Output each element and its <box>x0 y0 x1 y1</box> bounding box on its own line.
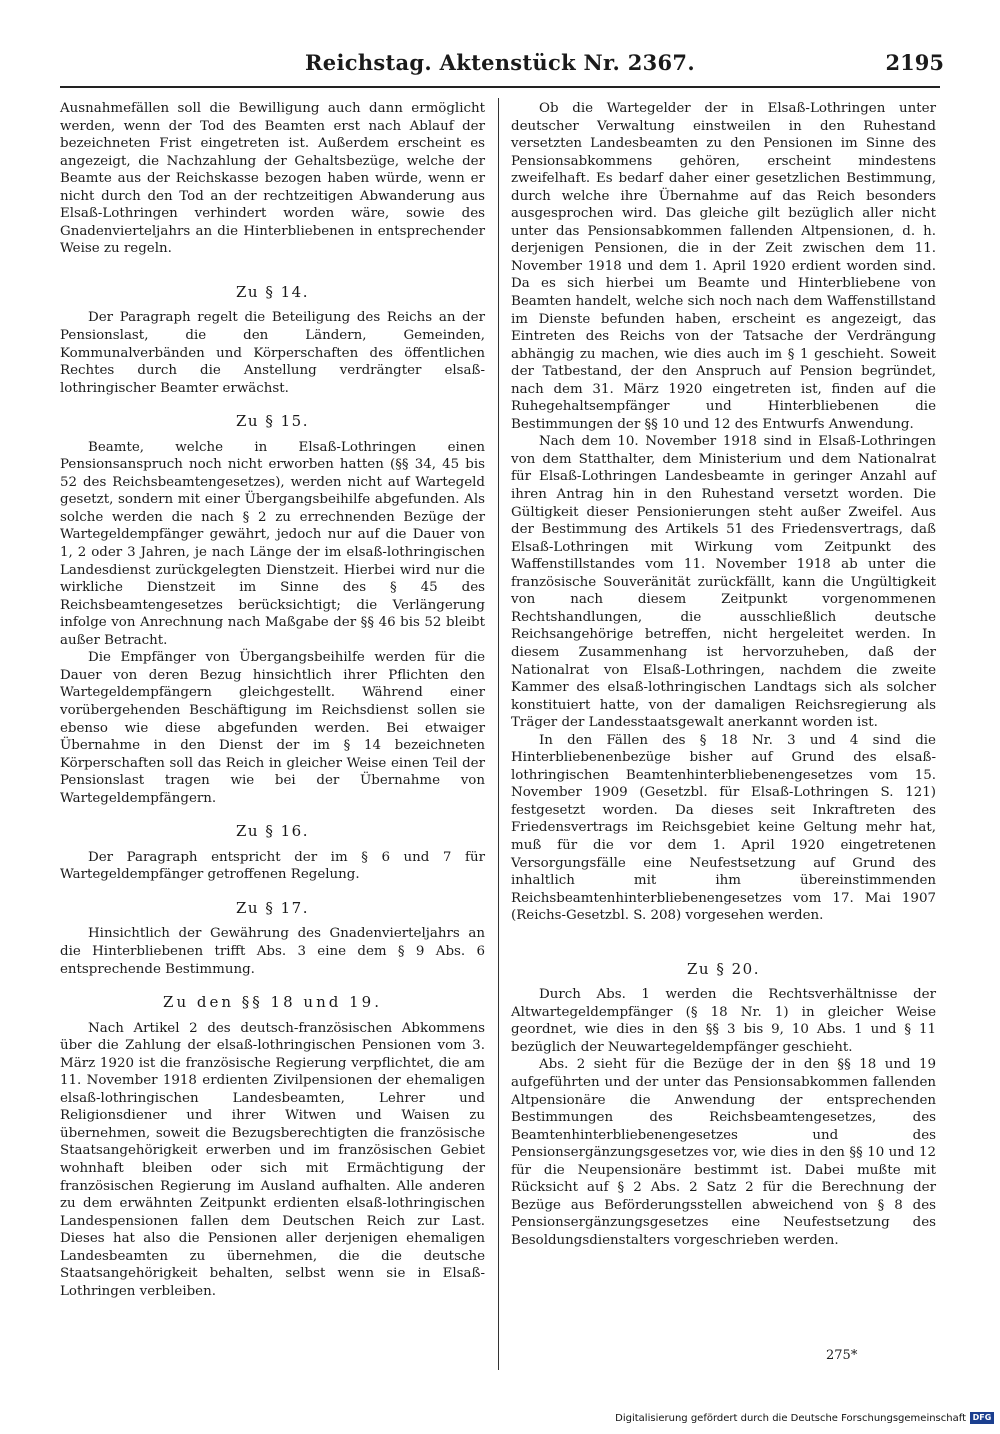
section-heading-18-19: Zu den §§ 18 und 19. <box>163 993 382 1012</box>
header-rule <box>60 86 940 88</box>
paragraph: Abs. 2 sieht für die Bezüge der in den §§ 18 und 19 aufgeführten und der unter das Pensionsabkommen fallenden Altpensionäre die Anwendung der entsprechenden Bestimmungen des Reichsbeamtengesetzes, des Beamtenhinterbliebenengesetzes und des Pensionsergänzungsgesetzes vor, wie dies in den §§ 10 und 12 für die Neupensionäre bestimmt ist. Dabei mußte mit Rücksicht auf § 2 Abs. 2 Satz 2 für die Berechnung der Bezüge aus Beförderungsstellen abweichend von § 8 des Pensionsergänzungsgesetzes eine Neufestsetzung des Besoldungsdienstalters vorgeschrieben werden. <box>511 1057 936 1248</box>
section-heading-14: Zu § 14. <box>236 282 309 301</box>
column-divider <box>498 98 499 1370</box>
paragraph: Die Empfänger von Übergangsbeihilfe werden für die Dauer von deren Bezug hinsichtlich ihrer Pflichten den Wartegeldempfängern gleichgestellt. Während einer vorübergehenden Beschäftigung im Reichsdienst sollen sie ebenso wie diese abgefunden werden. Bei etwaiger Übernahme in den Dienst der im § 14 bezeichneten Körperschaften soll das Reich in gleicher Weise einen Teil der Pensionslast tragen wie bei der Übernahme von Wartegeldempfängern. <box>60 650 485 806</box>
section-heading-20: Zu § 20. <box>687 959 760 978</box>
page-title: Reichstag. Aktenstück Nr. 2367. <box>305 50 695 75</box>
right-column <box>511 100 936 1249</box>
paragraph: Beamte, welche in Elsaß-Lothringen einen Pensionsanspruch noch nicht erworben hatten (§§ 34, 45 bis 52 des Reichsbeamtengesetzes), werden nicht auf Wartegeld gesetzt, sondern mit einer Übergangsbeihilfe abgefunden. Als solche werden die nach § 2 zu errechnenden Bezüge der Wartegeldempfänger gewährt, jedoch nur auf die Dauer von 1, 2 oder 3 Jahren, je nach Länge der im elsaß-lothringischen Landesdienst zurückgelegten Dienstzeit. Hierbei wird nur die wirkliche Dienstzeit im Sinne des § 45 des Reichsbeamtengesetzes berücksichtigt; die Verlängerung infolge von Anrechnung nach Maßgabe der §§ 46 bis 52 bleibt außer Betracht. <box>60 439 485 648</box>
section-heading-15: Zu § 15. <box>236 412 309 431</box>
paragraph: Der Paragraph regelt die Beteiligung des Reichs an der Pensionslast, die den Ländern, Gemeinden, Kommunalverbänden und Körperschaften des öffentlichen Rechtes durch die Anstellung verdrängter elsaß-lothringischer Beamter erwächst. <box>60 310 485 396</box>
paragraph: Nach Artikel 2 des deutsch-französischen Abkommens über die Zahlung der elsaß-lothringischen Pensionen vom 3. März 1920 ist die französische Regierung verpflichtet, die am 11. November 1918 erdienten Zivilpensionen der ehemaligen elsaß-lothringischen Landesbeamten, Lehrer und Religionsdiener und ihrer Witwen und Waisen zu übernehmen, soweit die Bezugsberechtigten die französische Staatsangehörigkeit erwerben und im französischen Gebiet wohnhaft bleiben oder sich mit Ermächtigung der französischen Regierung im Ausland aufhalten. Alle anderen zu dem erwähnten Zeitpunkt erdienten elsaß-lothringischen Landespensionen fallen dem Deutschen Reich zur Last. Dieses hat also die Pensionen aller derjenigen ehemaligen Landesbeamten zu übernehmen, die die deutsche Staatsangehörigkeit behalten, selbst wenn sie in Elsaß-Lothringen verbleiben. <box>60 1020 485 1299</box>
paragraph: Nach dem 10. November 1918 sind in Elsaß-Lothringen von dem Statthalter, dem Ministerium und dem Nationalrat für Elsaß-Lothringen Landesbeamte in geringer Anzahl auf ihren Antrag hin in den Ruhestand versetzt worden. Die Gültigkeit dieser Pensionierungen steht außer Zweifel. Aus der Bestimmung des Artikels 51 des Friedensvertrags, daß Elsaß-Lothringen mit Wirkung vom Zeitpunkt des Waffenstillstandes vom 11. November 1918 ab unter die französische Souveränität zurückfällt, kann die Ungültigkeit von nach diesem Zeitpunkt vorgenommenen Rechtshandlungen, die ausschließlich deutsche Reichsangehörige betreffen, nicht hergeleitet werden. In diesem Zusammenhang ist hervorzuheben, daß der Nationalrat von Elsaß-Lothringen, nachdem die zweite Kammer des elsaß-lothringischen Landtags sich als solcher konstituiert hatte, von der damaligen Reichsregierung als Träger der Landesstaatsgewalt anerkannt worden ist. <box>511 434 936 731</box>
paragraph: Hinsichtlich der Gewährung des Gnadenvierteljahrs an die Hinterbliebenen trifft Abs. 3 eine dem § 9 Abs. 6 entsprechende Bestimmung. <box>60 926 485 977</box>
section-heading-16: Zu § 16. <box>236 822 309 841</box>
paragraph: Der Paragraph entspricht der im § 6 und 7 für Wartegeldempfänger getroffenen Regelung. <box>60 849 485 883</box>
left-column <box>60 100 485 1300</box>
paragraph: In den Fällen des § 18 Nr. 3 und 4 sind die Hinterbliebenenbezüge bisher auf Grund des elsaß-lothringischen Beamtenhinterbliebenengesetzes vom 15. November 1909 (Gesetzbl. für Elsaß-Lothringen S. 121) festgesetzt worden. Da dieses seit Inkraftreten des Friedensvertrags im Reichsgebiet keine Geltung mehr hat, muß für die vor dem 1. April 1920 eingetretenen Versorgungsfälle eine Neufestsetzung auf Grund des inhaltlich mit ihm übereinstimmenden Reichsbeamtenhinterbliebenengesetzes vom 17. Mai 1907 (Reichs-Gesetzbl. S. 208) vorgesehen werden. <box>511 732 936 924</box>
footer-text: Digitalisierung gefördert durch die Deutsche Forschungsgemeinschaft <box>615 1412 966 1424</box>
dfg-logo: DFG <box>970 1412 994 1424</box>
paragraph: Ob die Wartegelder der in Elsaß-Lothringen unter deutscher Verwaltung einstweilen in den Ruhestand versetzten Landesbeamten zu den Pensionen im Sinne des Pensionsabkommens gehören, erscheint mindestens zweifelhaft. Es bedarf daher einer gesetzlichen Bestimmung, durch welche ihre Übernahme auf das Reich besonders ausgesprochen wird. Das gleiche gilt bezüglich aller nicht unter das Pensionsabkommen fallenden Altpensionen, d. h. derjenigen Pensionen, die in der Zeit zwischen dem 11. November 1918 und dem 1. April 1920 erdient worden sind. Da es sich hierbei um Beamte und Hinterbliebene von Beamten handelt, welche sich noch nach dem Waffenstillstand im Dienste befunden haben, erscheint es angezeigt, das Eintreten des Reichs von der Tatsache der Verdrängung abhängig zu machen, wie dies auch im § 1 geschieht. Soweit der Tatbestand, der den Anspruch auf Pension begründet, nach dem 31. März 1920 eingetreten ist, finden auf die Ruhegehaltsempfänger und Hinterbliebenen die Bestimmungen der §§ 10 und 12 des Entwurfs Anwendung. <box>511 101 936 432</box>
sheet-mark: 275* <box>826 1348 858 1363</box>
page-number: 2195 <box>885 50 944 75</box>
footer <box>615 1412 994 1424</box>
page-header <box>60 50 944 90</box>
paragraph: Ausnahmefällen soll die Bewilligung auch dann ermöglicht werden, wenn der Tod des Beamten erst nach Ablauf der bezeichneten Frist eingetreten ist. Außerdem erscheint es angezeigt, die Nachzahlung der Gehaltsbezüge, welche der Beamte aus der Reichskasse bezogen haben würde, wenn er nicht durch den Tod an der rechtzeitigen Abwanderung aus Elsaß-Lothringen verhindert worden wäre, sowie des Gnadenvierteljahrs an die Hinterbliebenen in entsprechender Weise zu regeln. <box>60 101 485 257</box>
paragraph: Durch Abs. 1 werden die Rechtsverhältnisse der Altwartegeldempfänger (§ 18 Nr. 1) in gleicher Weise geordnet, wie dies in den §§ 3 bis 9, 10 Abs. 1 und § 11 bezüglich der Neuwartegeldempfänger geschieht. <box>511 987 936 1055</box>
section-heading-17: Zu § 17. <box>236 898 309 917</box>
